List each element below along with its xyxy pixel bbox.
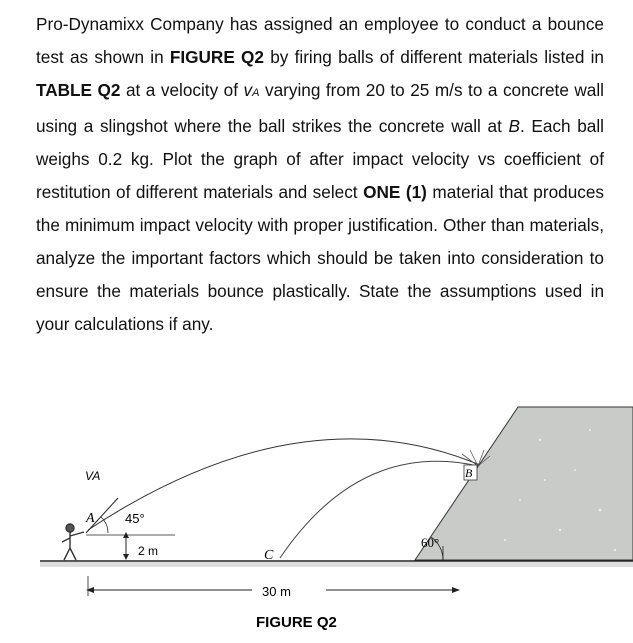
velocity-label: VA xyxy=(85,469,101,483)
trajectory-to-b xyxy=(88,439,480,530)
point-c-label: C xyxy=(264,548,274,563)
distance-label: 30 m xyxy=(262,584,291,599)
slingshot-operator xyxy=(62,524,84,560)
point-a-label: A xyxy=(86,511,95,526)
figure-reference: FIGURE Q2 xyxy=(169,47,264,67)
point-b-label: B xyxy=(465,466,473,480)
table-reference: TABLE Q2 xyxy=(36,80,121,100)
height-label: 2 m xyxy=(138,544,159,558)
problem-statement: Pro-Dynamixx Company has assigned an employee to conduct a bounce test as shown in FIGURE Q2 by firing balls of different materials listed in TABLE Q2 at a velocity of vA varying from 20 to 25 m/s to a concrete wall using a slingshot where the ball strikes the concrete wall at B. Each ball weighs 0.2 kg. Plot the graph of after impact velocity vs coefficient of restitution of different materials and select ONE (1) material that produces the minimum impact velocity with proper justification. Other than materials, analyze the important factors which should be taken into consideration to ensure the materials bounce plastically. State the assumptions used in your calculations if any. xyxy=(36,14,604,334)
ground-hatch xyxy=(40,562,633,567)
concrete-wall xyxy=(415,407,633,560)
figure-q2 xyxy=(0,380,633,643)
launch-angle-label: 45° xyxy=(125,511,145,526)
wall-angle-label: 60° xyxy=(421,535,440,550)
figure-caption: FIGURE Q2 xyxy=(256,614,337,631)
point-b-reference: B xyxy=(508,116,520,136)
one-reference: ONE (1) xyxy=(363,182,427,202)
